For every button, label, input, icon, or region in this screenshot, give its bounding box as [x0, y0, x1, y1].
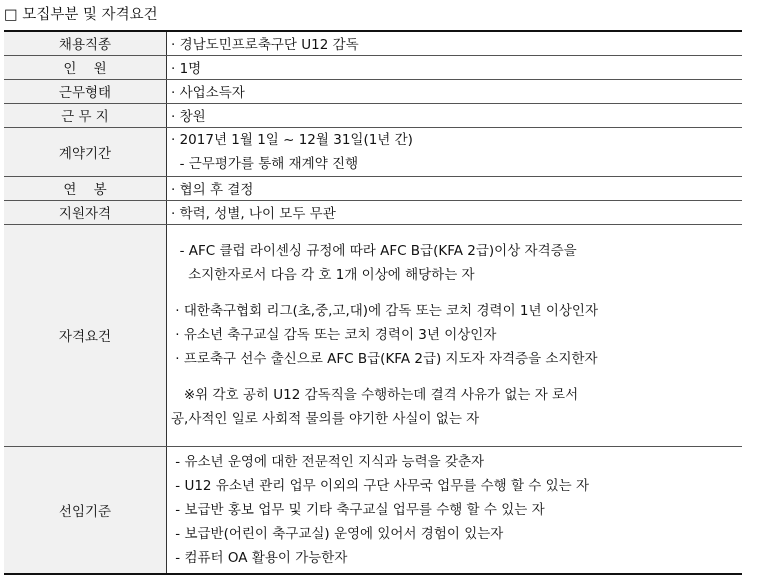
qualification-note-line: ※위 각호 공히 U12 감독직을 수행하는데 결격 사유가 없는 자 로서 — [171, 387, 579, 403]
table-row — [4, 224, 742, 446]
qualification-list — [167, 224, 743, 446]
row-label: 채용직종 — [4, 31, 167, 55]
table-row — [4, 79, 742, 103]
section-title: □ 모집부분 및 자격요건 — [4, 7, 158, 23]
criteria-line: - U12 유소년 관리 업무 이외의 구단 사무국 업무를 수행 할 수 있는 자 — [171, 477, 590, 494]
criteria-line: - 컴퓨터 OA 활용이 가능한자 — [171, 549, 348, 566]
table-row — [4, 31, 742, 55]
table-row — [4, 446, 742, 574]
row-value: · 협의 후 결정 — [167, 176, 743, 200]
row-value: · 1명 — [167, 55, 743, 79]
qualification-line: - AFC 클럽 라이센싱 규정에 따라 AFC B급(KFA 2급)이상 자격증을 — [171, 243, 577, 259]
table-row — [4, 103, 742, 127]
qualification-note-line: 공,사적인 일로 사회적 물의를 야기한 사실이 없는 자 — [171, 411, 480, 427]
row-label: 근 무 지 — [4, 103, 167, 127]
row-value: · 사업소득자 — [167, 79, 743, 103]
qualification-line: · 유소년 축구교실 감독 또는 코치 경력이 3년 이상인자 — [171, 327, 497, 343]
row-label: 연 봉 — [4, 176, 167, 200]
row-value: · 창원 — [167, 103, 743, 127]
contract-renewal-line: - 근무평가를 통해 재계약 진행 — [171, 155, 359, 172]
recruitment-table — [4, 30, 742, 575]
row-label: 계약기간 — [4, 127, 167, 176]
row-label: 근무형태 — [4, 79, 167, 103]
row-label: 인 원 — [4, 55, 167, 79]
row-label: 지원자격 — [4, 200, 167, 224]
row-label: 선임기준 — [4, 446, 167, 574]
qualification-line: · 대한축구협회 리그(초,중,고,대)에 감독 또는 코치 경력이 1년 이상인자 — [171, 303, 599, 319]
row-label: 자격요건 — [4, 224, 167, 446]
criteria-line: - 보급반 홍보 업무 및 기타 축구교실 업무를 수행 할 수 있는 자 — [171, 501, 545, 518]
table-row — [4, 55, 742, 79]
criteria-line: - 유소년 운영에 대한 전문적인 지식과 능력을 갖춘자 — [171, 453, 485, 470]
contract-period-line: · 2017년 1월 1일 ~ 12월 31일(1년 간) — [171, 131, 413, 148]
criteria-line: - 보급반(어린이 축구교실) 운영에 있어서 경험이 있는자 — [171, 525, 504, 542]
row-value: · 경남도민프로축구단 U12 감독 — [167, 31, 743, 55]
row-value — [167, 127, 743, 176]
row-value: · 학력, 성별, 나이 모두 무관 — [167, 200, 743, 224]
table-row — [4, 200, 742, 224]
table-row — [4, 176, 742, 200]
qualification-line: · 프로축구 선수 출신으로 AFC B급(KFA 2급) 지도자 자격증을 소지한자 — [171, 351, 598, 367]
table-row — [4, 127, 742, 176]
qualification-line: 소지한자로서 다음 각 호 1개 이상에 해당하는 자 — [171, 267, 475, 283]
selection-criteria-list — [167, 446, 743, 574]
